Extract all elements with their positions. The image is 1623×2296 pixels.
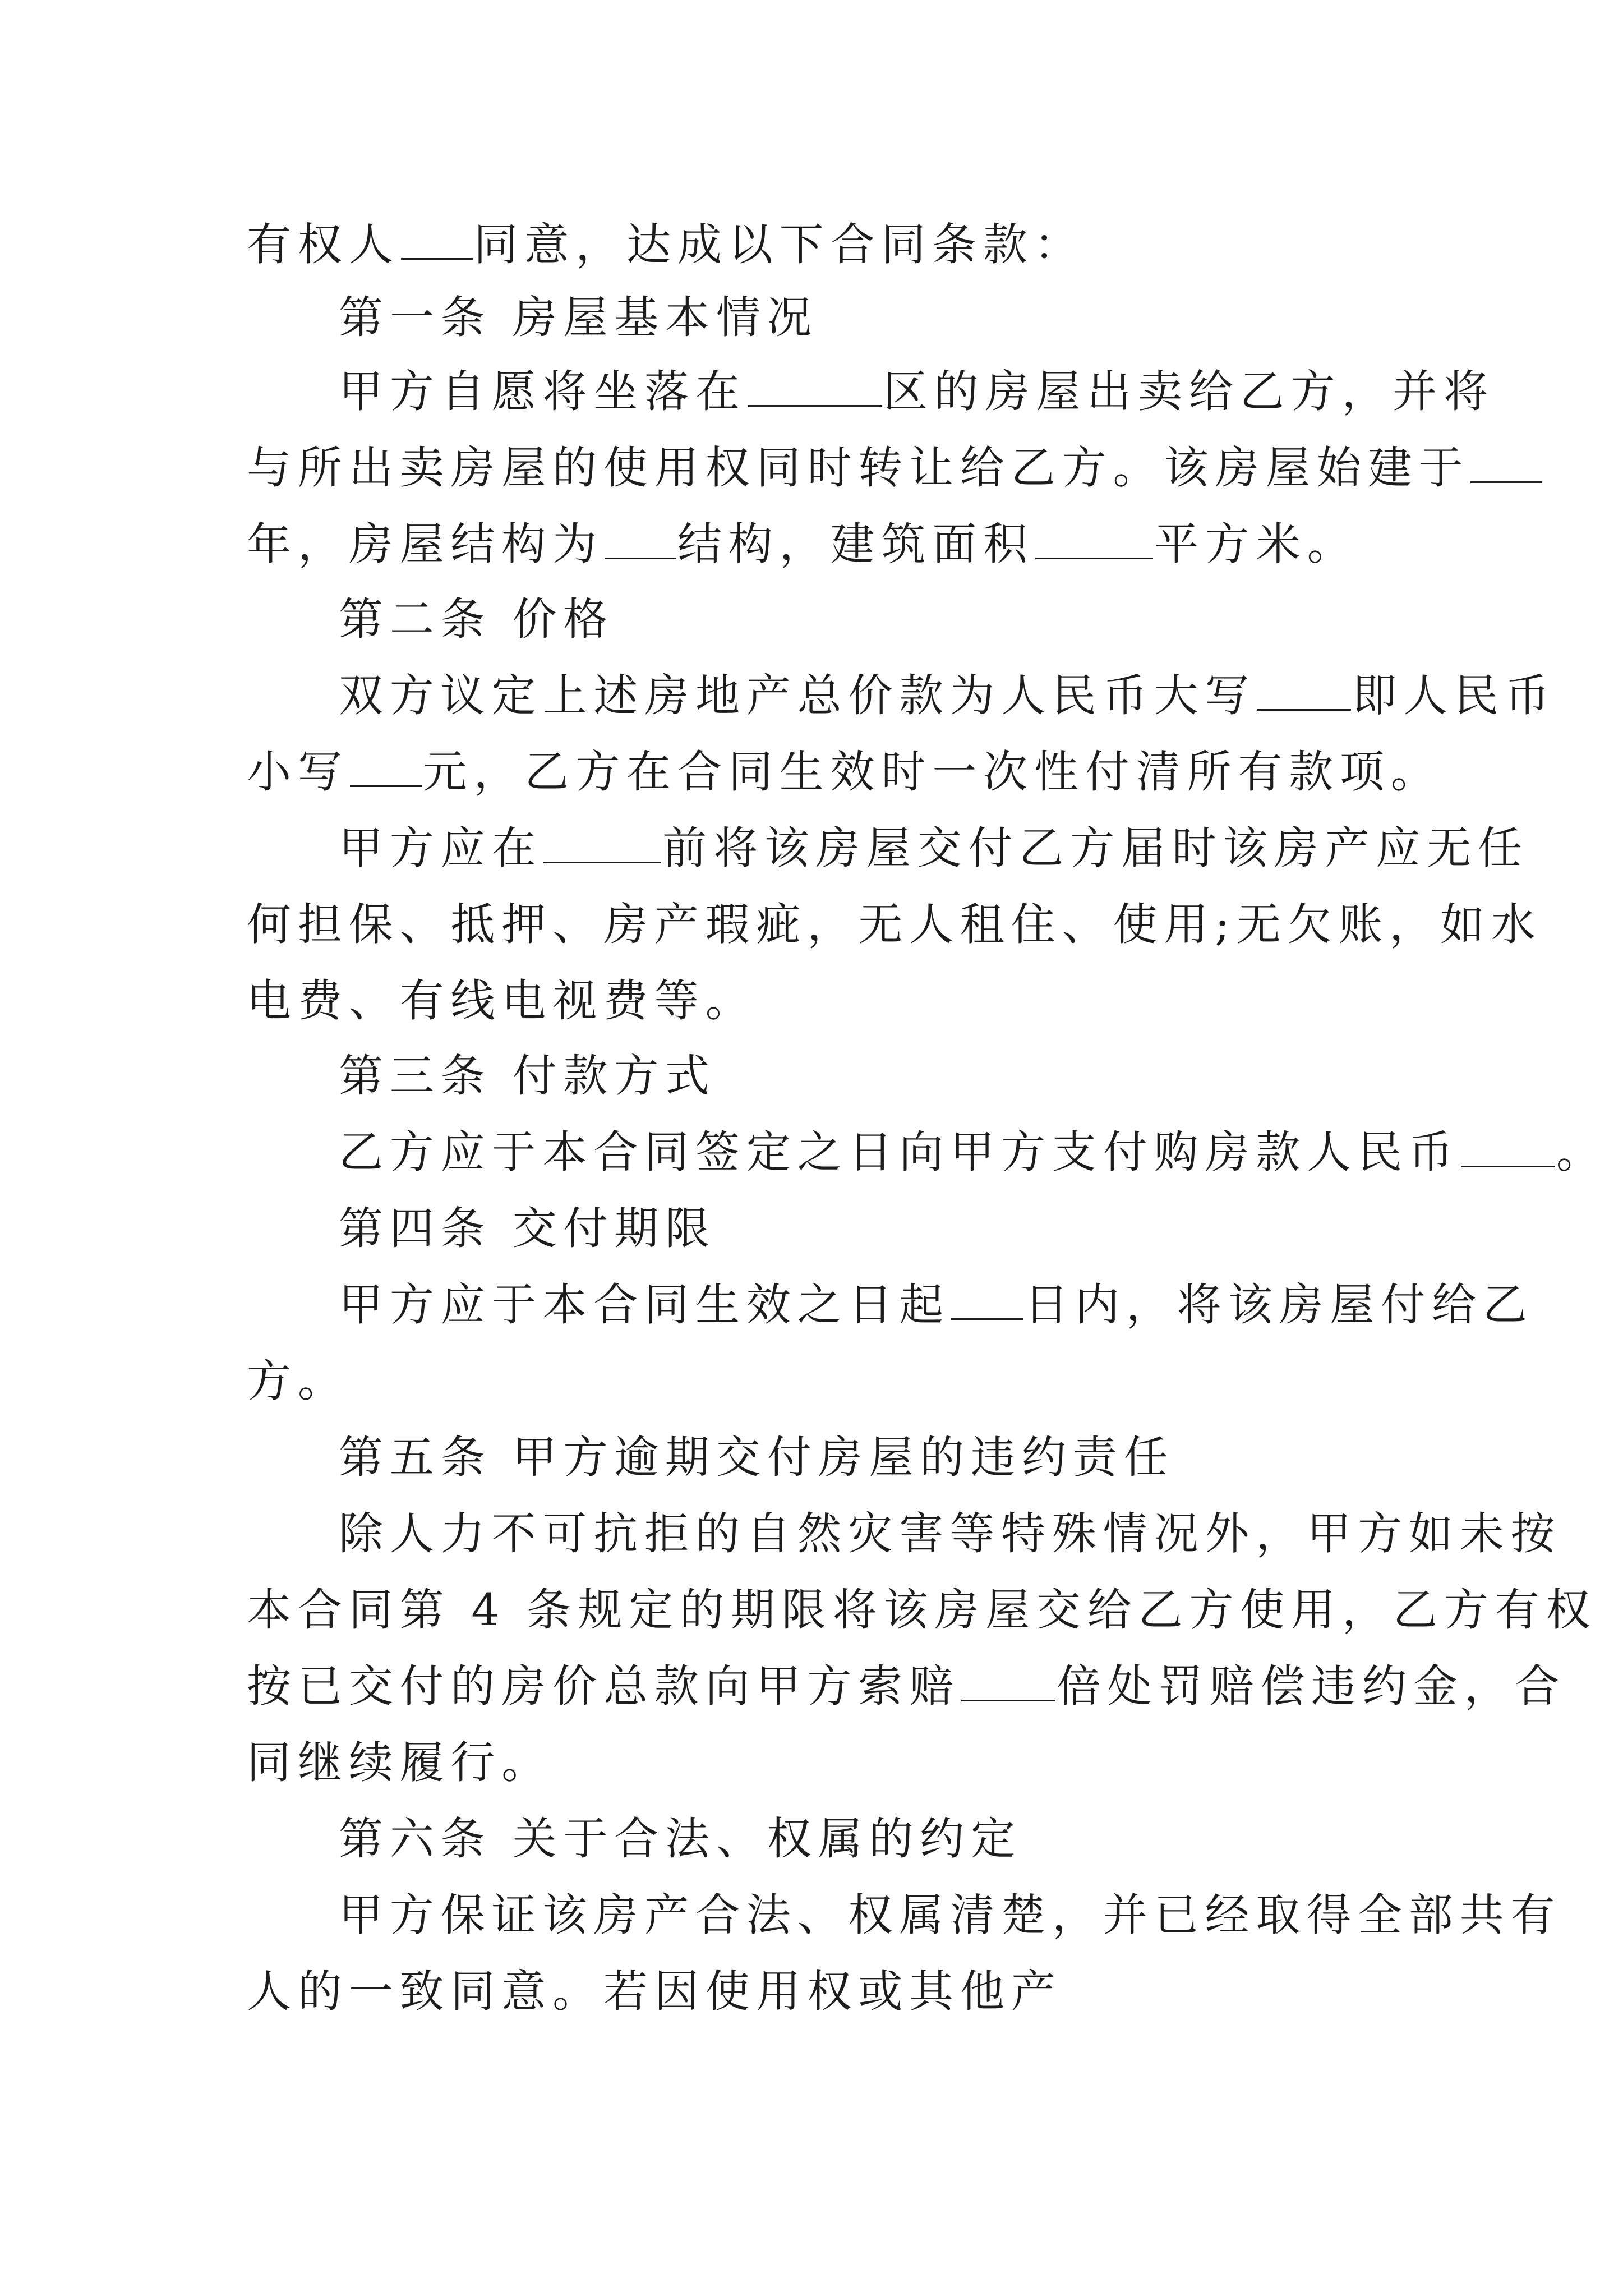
fill-blank [1257, 672, 1351, 711]
text-line: 小写 元，乙方在合同生效时一次性付清所有款项。 [247, 746, 1442, 798]
fill-blank [1035, 521, 1153, 559]
article-2-title: 第二条 价格 [339, 593, 615, 645]
text-line: 同继续履行。 [247, 1737, 553, 1788]
text-line: 与所出卖房屋的使用权同时转让给乙方。该房屋始建于 [247, 441, 1543, 495]
text-line: 双方议定上述房地产总价款为人民币大写 即人民币 [339, 670, 1556, 721]
fill-blank [748, 368, 882, 407]
text-line: 甲方自愿将坐落在 区的房屋出卖给乙方，并将 [339, 366, 1495, 417]
text-line: 有权人 同意，达成以下合同条款： [247, 219, 1085, 270]
fill-blank [350, 748, 422, 787]
text-line: 何担保、抵押、房产瑕疵，无人租住、使用;无欠账，如水 [247, 899, 1542, 950]
text-line: 方。 [247, 1355, 349, 1407]
text-line: 除人力不可抗拒的自然灾害等特殊情况外，甲方如未按 [339, 1508, 1562, 1559]
fill-blank [1470, 444, 1542, 483]
fill-blank [961, 1663, 1055, 1701]
text-line: 甲方应在 前将该房屋交付乙方届时该房产应无任 [339, 822, 1529, 874]
article-4-title: 第四条 交付期限 [339, 1203, 716, 1254]
fill-blank [543, 825, 661, 863]
text-line: 电费、有线电视费等。 [247, 975, 757, 1027]
text-line: 按已交付的房价总款向甲方索赔 倍处罚赔偿违约金，合 [247, 1660, 1566, 1712]
article-1-title: 第一条 房屋基本情况 [339, 292, 818, 343]
article-6-title: 第六条 关于合法、权属的约定 [339, 1813, 1022, 1865]
text-line: 乙方应于本合同签定之日向甲方支付购房款人民币 。 [339, 1126, 1607, 1178]
text-line: 本合同第 4 条规定的期限将该房屋交给乙方使用，乙方有权 [247, 1584, 1597, 1636]
text-line: 甲方保证该房产合法、权属清楚，并已经取得全部共有 [339, 1889, 1562, 1941]
fill-blank [951, 1281, 1023, 1320]
fill-blank [1461, 1129, 1555, 1167]
text-line: 年，房屋结构为 结构，建筑面积 平方米。 [247, 518, 1358, 570]
fill-blank [401, 221, 473, 260]
article-3-title: 第三条 付款方式 [339, 1050, 716, 1102]
article-5-title: 第五条 甲方逾期交付房屋的违约责任 [339, 1432, 1175, 1483]
text-line: 甲方应于本合同生效之日起 日内，将该房屋付给乙 [339, 1279, 1534, 1331]
fill-blank [605, 521, 676, 559]
text-line: 人的一致同意。若因使用权或其他产 [247, 1966, 1062, 2017]
